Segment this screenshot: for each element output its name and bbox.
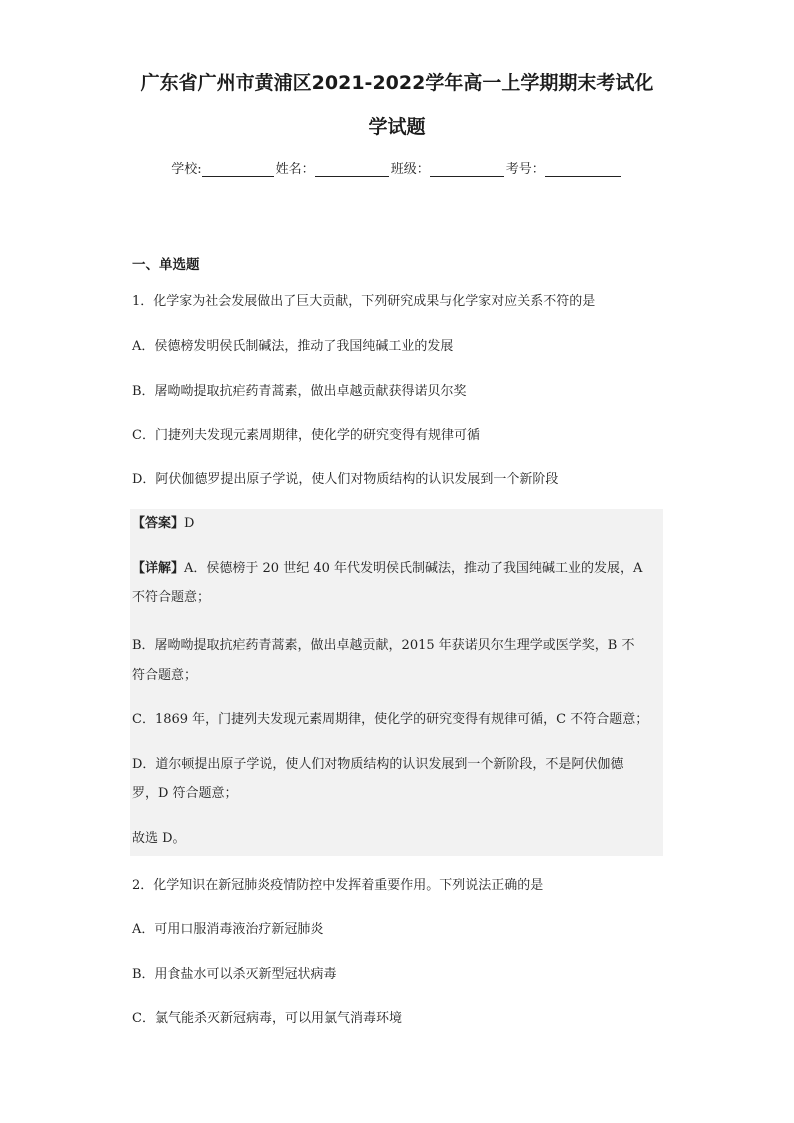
name-label: 姓名： — [275, 162, 315, 177]
school-blank — [202, 162, 274, 177]
question-1-option-c: C．门捷列夫发现元素周期律，使化学的研究变得有规律可循 — [132, 428, 480, 443]
question-2-option-b: B．用食盐水可以杀灭新型冠状病毒 — [132, 967, 337, 982]
answer-conclusion: 故选 D。 — [132, 831, 186, 846]
question-1-option-d: D．阿伏伽德罗提出原子学说，使人们对物质结构的认识发展到一个新阶段 — [132, 472, 559, 487]
detail-label: 【详解】 — [132, 561, 185, 576]
question-1-option-b: B．屠呦呦提取抗疟药青蒿素，做出卓越贡献获得诺贝尔奖 — [132, 384, 467, 399]
detail-line-a-2: 不符合题意； — [132, 590, 211, 605]
class-label: 班级： — [390, 162, 430, 177]
exam-number-blank — [545, 162, 621, 177]
question-2-option-c: C．氯气能杀灭新冠病毒，可以用氯气消毒环境 — [132, 1011, 402, 1026]
answer-value: D — [184, 516, 195, 531]
question-2-option-a: A．可用口服消毒液治疗新冠肺炎 — [132, 922, 324, 937]
question-1-option-a: A．侯德榜发明侯氏制碱法，推动了我国纯碱工业的发展 — [132, 339, 454, 354]
class-blank — [430, 162, 504, 177]
detail-line-c: C．1869 年，门捷列夫发现元素周期律，使化学的研究变得有规律可循，C 不符合题意； — [132, 712, 649, 727]
detail-line-b-1: B．屠呦呦提取抗疟药青蒿素，做出卓越贡献，2015 年获诺贝尔生理学或医学奖，B 不 — [132, 638, 635, 653]
section-title: 一、单选题 — [132, 257, 200, 273]
answer-line — [132, 514, 662, 534]
exam-title-line-2: 学试题 — [368, 116, 426, 138]
detail-a-text: A．侯德榜于 20 世纪 40 年代发明侯氏制碱法，推动了我国纯碱工业的发展，A — [184, 561, 643, 576]
detail-line-a-1 — [132, 559, 662, 579]
detail-line-d-2: 罗，D 符合题意； — [132, 786, 238, 801]
question-2-stem: 2．化学知识在新冠肺炎疫情防控中发挥着重要作用。下列说法正确的是 — [132, 878, 544, 893]
detail-line-b-2: 符合题意； — [132, 668, 198, 683]
student-info-row — [0, 158, 794, 177]
name-blank — [315, 162, 389, 177]
school-label: 学校: — [171, 162, 202, 177]
question-1-stem: 1．化学家为社会发展做出了巨大贡献，下列研究成果与化学家对应关系不符的是 — [132, 294, 596, 309]
exam-number-label: 考号： — [505, 162, 545, 177]
answer-label: 【答案】 — [132, 516, 185, 531]
detail-line-d-1: D．道尔顿提出原子学说，使人们对物质结构的认识发展到一个新阶段，不是阿伏伽德 — [132, 757, 624, 772]
exam-title-line-1: 广东省广州市黄浦区2021-2022学年高一上学期期末考试化 — [140, 72, 654, 94]
